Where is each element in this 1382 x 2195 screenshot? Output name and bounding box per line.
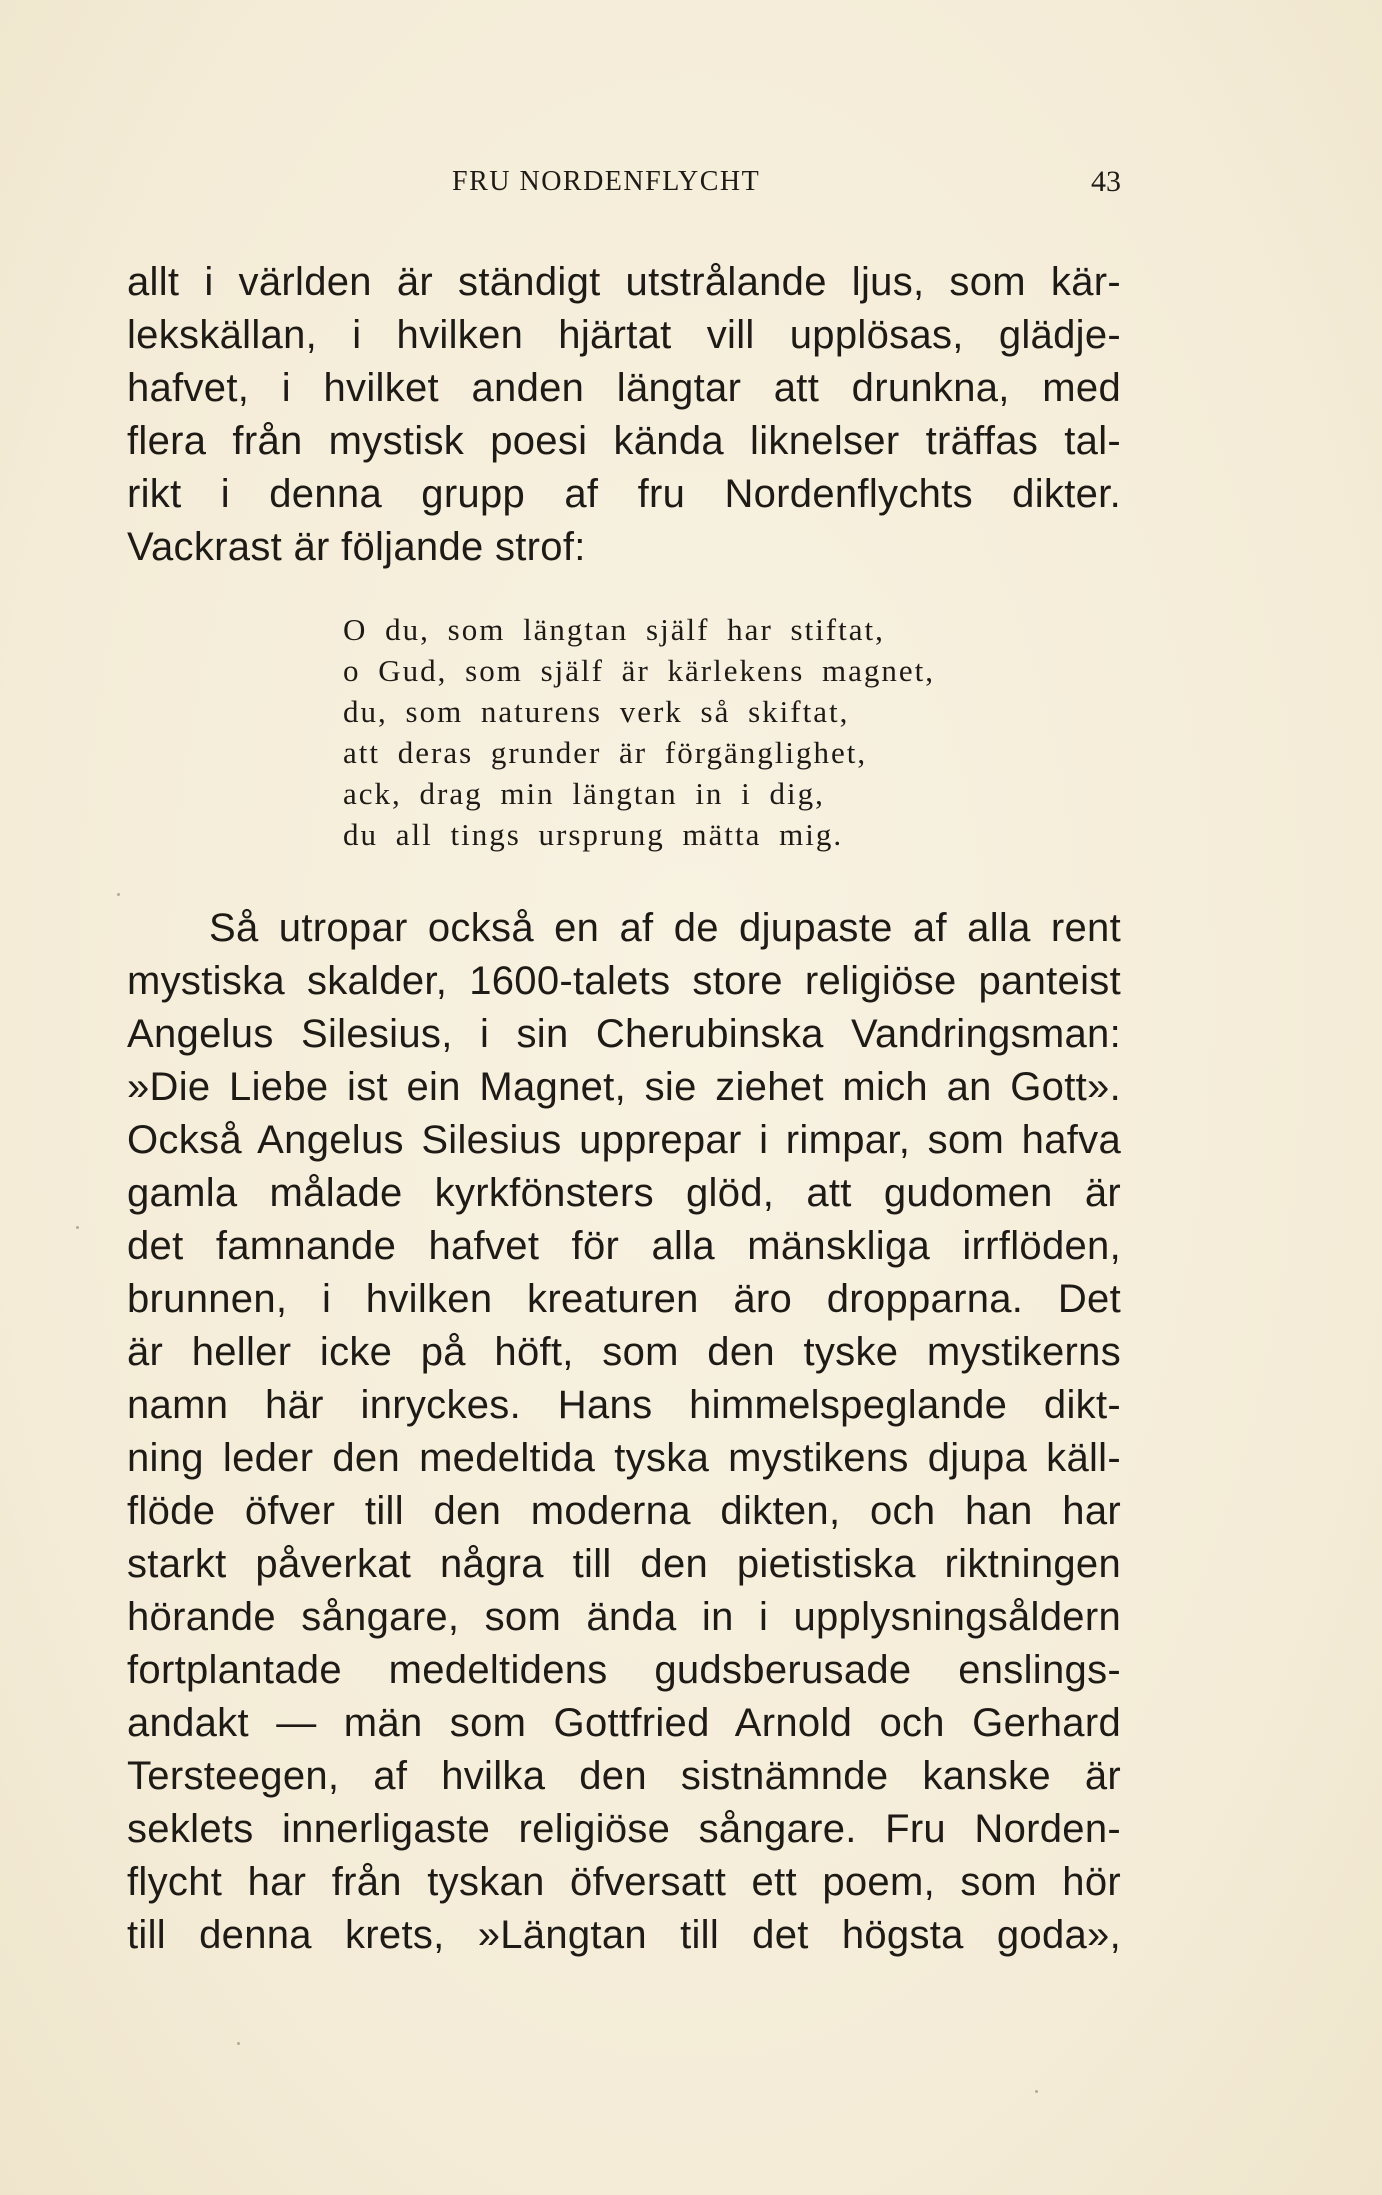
text-line: andakt — män som Gottfried Arnold och Gerhard [127, 1701, 1121, 1745]
text-line: starkt påverkat några till den pietistiska riktningen [127, 1542, 1121, 1586]
paper-speck [237, 2042, 240, 2045]
text-line: seklets innerligaste religiöse sångare. Fru Norden- [127, 1807, 1121, 1851]
poem-line: att deras grunder är förgänglighet, [343, 735, 868, 770]
text-line: mystiska skalder, 1600-talets store religiöse panteist [127, 959, 1121, 1003]
page-header [127, 162, 1121, 202]
text-line: rikt i denna grupp af fru Nordenflychts dikter. [127, 472, 1121, 516]
text-line: brunnen, i hvilken kreaturen äro dropparna. Det [127, 1277, 1121, 1321]
text-line: flycht har från tyskan öfversatt ett poem, som hör [127, 1860, 1121, 1904]
text-line: fortplantade medeltidens gudsberusade enslings- [127, 1648, 1121, 1692]
paper-speck [117, 893, 120, 896]
text-line: Också Angelus Silesius upprepar i rimpar, som hafva [127, 1118, 1121, 1162]
text-line: ning leder den medeltida tyska mystikens djupa käll- [127, 1436, 1121, 1480]
page-number: 43 [1091, 165, 1121, 198]
text-line: »Die Liebe ist ein Magnet, sie ziehet mich an Gott». [127, 1065, 1121, 1109]
paragraph-intro [127, 256, 1121, 574]
text-line: Så utropar också en af de djupaste af alla rent [209, 906, 1121, 950]
text-line: Tersteegen, af hvilka den sistnämnde kanske är [127, 1754, 1121, 1798]
poem-line: ack, drag min längtan in i dig, [343, 776, 825, 811]
text-line: är heller icke på höft, som den tyske mystikerns [127, 1330, 1121, 1374]
text-line: till denna krets, »Längtan till det högsta goda», [127, 1913, 1121, 1957]
text-line: lekskällan, i hvilken hjärtat vill upplösas, glädje- [127, 313, 1121, 357]
paper-speck [76, 1226, 79, 1229]
text-line: allt i världen är ständigt utstrålande ljus, som kär- [127, 260, 1121, 304]
text-line: gamla målade kyrkfönsters glöd, att gudomen är [127, 1171, 1121, 1215]
text-line: Angelus Silesius, i sin Cherubinska Vandringsman: [127, 1012, 1121, 1056]
running-title: FRU NORDENFLYCHT [452, 166, 761, 197]
poem-line: du, som naturens verk så skiftat, [343, 694, 850, 729]
text-line: Vackrast är följande strof: [127, 525, 586, 569]
text-line: det famnande hafvet för alla mänskliga irrflöden, [127, 1224, 1121, 1268]
text-line: namn här inryckes. Hans himmelspeglande dikt- [127, 1383, 1121, 1427]
paragraph-main [127, 902, 1121, 1962]
text-line: hafvet, i hvilket anden längtar att drunkna, med [127, 366, 1121, 410]
poem-line: O du, som längtan själf har stiftat, [343, 612, 885, 647]
poem-line: du all tings ursprung mätta mig. [343, 817, 844, 852]
text-line: hörande sångare, som ända in i upplysningsåldern [127, 1595, 1121, 1639]
poem-line: o Gud, som själf är kärlekens magnet, [343, 653, 936, 688]
text-line: flera från mystisk poesi kända liknelser träffas tal- [127, 419, 1121, 463]
text-line: flöde öfver till den moderna dikten, och han har [127, 1489, 1121, 1533]
poem-stanza [343, 609, 1023, 855]
paper-speck [1035, 2090, 1038, 2093]
